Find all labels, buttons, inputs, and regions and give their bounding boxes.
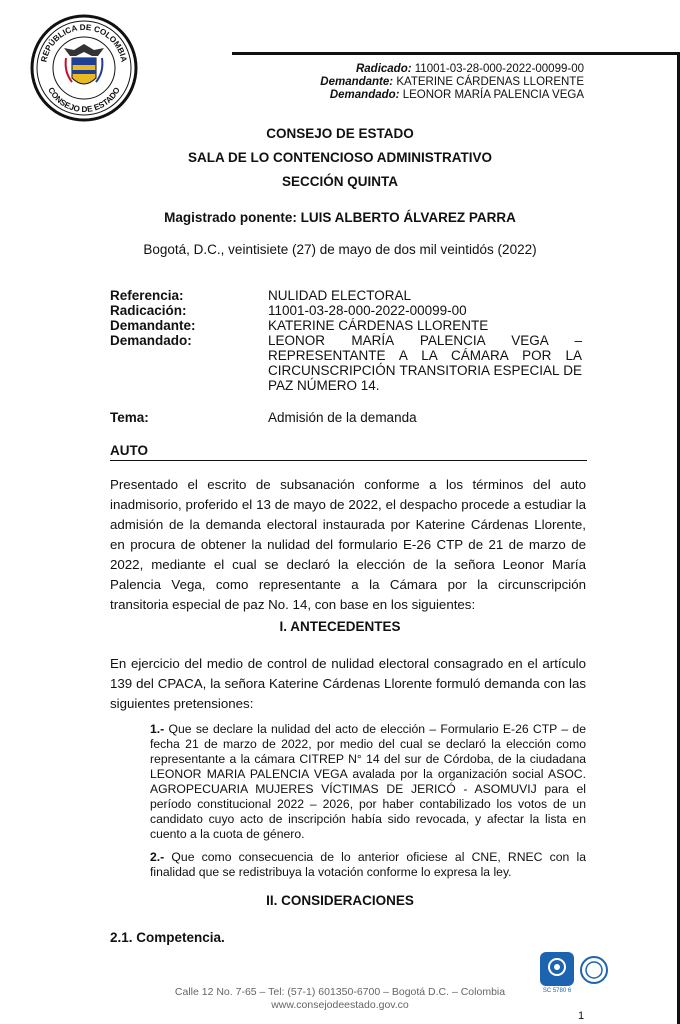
tema-label: Tema: bbox=[110, 410, 149, 425]
page-number: 1 bbox=[578, 1010, 585, 1022]
auto-rule bbox=[110, 460, 587, 461]
radicacion-value: 11001-03-28-000-2022-00099-00 bbox=[268, 303, 467, 318]
antecedentes-paragraph: En ejercicio del medio de control de nulidad electoral consagrado en el artículo 139 del CPACA, la señora Katerine Cárdenas Llorente formuló demanda con las siguientes pretensiones: bbox=[110, 656, 586, 711]
pretension-2 bbox=[150, 850, 586, 880]
pretension-1-number: 1.- bbox=[150, 722, 165, 736]
header-demandante: Demandante: KATERINE CÁRDENAS LLORENTE bbox=[320, 76, 584, 88]
header-demandado: Demandado: LEONOR MARÍA PALENCIA VEGA bbox=[329, 89, 584, 101]
icontec-mark-icon bbox=[540, 952, 574, 986]
pretension-2-number: 2.- bbox=[150, 850, 165, 864]
demandado-value-line4: PAZ NÚMERO 14. bbox=[268, 378, 380, 393]
iqnet-logo-icon bbox=[580, 956, 608, 984]
header-rule bbox=[232, 52, 680, 55]
svg-text:CONSEJO DE ESTADO: CONSEJO DE ESTADO bbox=[46, 85, 122, 115]
pretension-1-text: Que se declare la nulidad del acto de elección – Formulario E-26 CTP – de fecha 21 de marzo de 2022, por medio del cual se declaró la elección como representante a la cámara CITREP N° 14 del sur de Córdoba, de la ciudadana LEONOR MARIA PALENCIA VEGA avalada por la organización social ASOC. AGROPECUARIA MUJERES VÍCTIMAS DE JERICÓ - ASOMUVIJ para el período constitucional 2022 – 2026, por haber contabilizado los votos de un candidato cuyo acto de inscripción había sido revocada, y afectar la lista en cuento a la cuota de género. bbox=[150, 722, 586, 841]
footer-address: Calle 12 No. 7-65 – Tel: (57-1) 601350-6700 – Bogotá D.C. – Colombia bbox=[174, 986, 506, 998]
antecedentes-heading: I. ANTECEDENTES bbox=[279, 619, 401, 634]
demandante-value: KATERINE CÁRDENAS LLORENTE bbox=[268, 318, 489, 333]
auto-paragraph: Presentado el escrito de subsanación conforme a los términos del auto inadmisorio, proferido el 13 de mayo de 2022, el despacho procede a estudiar la admisión de la demanda electoral instaurada por Katerine Cárdenas Llorente, en procura de obtener la nulidad del formulario E-26 CTP de 21 de marzo de 2022, mediante el cual se declaró la elección de la señora Leonor María Palencia Vega, como representante a la Cámara por la circunscripción transitoria especial de paz No. 14, con base en los siguientes: bbox=[110, 477, 586, 612]
icontec-logo bbox=[540, 952, 574, 986]
demandante-label: Demandante: bbox=[110, 318, 196, 333]
header-radicado: Radicado: 11001-03-28-000-2022-00099-00 bbox=[355, 63, 584, 75]
radicacion-label: Radicación: bbox=[110, 303, 187, 318]
demandado-value-line3: CIRCUNSCRIPCIÓN TRANSITORIA ESPECIAL DE bbox=[268, 363, 582, 378]
referencia-label: Referencia: bbox=[110, 288, 184, 303]
referencia-value: NULIDAD ELECTORAL bbox=[268, 288, 412, 303]
svg-text:REPÚBLICA DE COLOMBIA: REPÚBLICA DE COLOMBIA bbox=[39, 22, 129, 63]
competencia-subheading: 2.1. Competencia. bbox=[110, 930, 225, 945]
court-title: CONSEJO DE ESTADO bbox=[266, 126, 414, 141]
auto-heading: AUTO bbox=[110, 443, 149, 458]
pretension-1 bbox=[150, 722, 586, 842]
demandado-value-line1: LEONOR MARÍA PALENCIA VEGA – bbox=[268, 333, 582, 348]
tema-value: Admisión de la demanda bbox=[268, 410, 417, 425]
demandado-value-line2: REPRESENTANTE A LA CÁMARA POR LA bbox=[268, 348, 582, 363]
chamber-title: SALA DE LO CONTENCIOSO ADMINISTRATIVO bbox=[187, 150, 492, 165]
icontec-cert-code: SC 5780 6 bbox=[542, 988, 572, 994]
consideraciones-heading: II. CONSIDERACIONES bbox=[266, 893, 414, 908]
magistrado-ponente: Magistrado ponente: LUIS ALBERTO ÁLVAREZ PARRA bbox=[164, 210, 516, 225]
demandado-label: Demandado: bbox=[110, 333, 192, 348]
pretension-2-text: Que como consecuencia de lo anterior oficiese al CNE, RNEC con la finalidad que se redistribuya la votación conforme lo expresa la ley. bbox=[150, 850, 586, 879]
document-date: Bogotá, D.C., veintisiete (27) de mayo de dos mil veintidós (2022) bbox=[143, 242, 537, 257]
consejo-de-estado-seal bbox=[30, 14, 138, 122]
section-title: SECCIÓN QUINTA bbox=[281, 174, 398, 189]
footer-website: www.consejodeestado.gov.co bbox=[271, 999, 409, 1011]
